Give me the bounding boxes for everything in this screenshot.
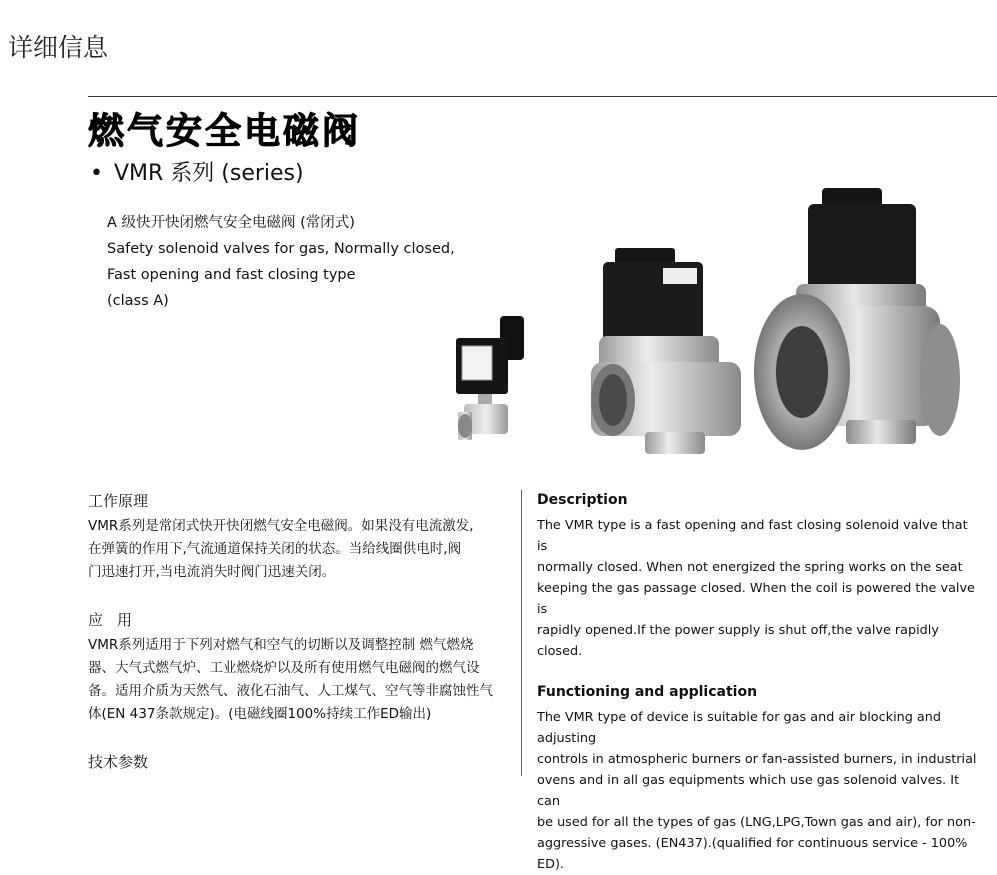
application-line: 备。适用介质为天然气、液化石油气、人工煤气、空气等非腐蚀性气 [88, 683, 493, 699]
small-valve-image [448, 312, 548, 452]
description-line: normally closed. When not energized the spring works on the seat [537, 560, 963, 575]
intro-block [107, 210, 455, 314]
functioning-line: be used for all the types of gas (LNG,LPG,Town gas and air), for non- [537, 815, 976, 830]
bullet: • [90, 161, 103, 186]
large-valve-image [750, 180, 965, 465]
series-line [90, 156, 304, 187]
intro-line: A 级快开快闭燃气安全电磁阀 (常闭式) [107, 215, 355, 231]
functioning-line: controls in atmospheric burners or fan-assisted burners, in industrial [537, 752, 977, 767]
top-divider [88, 96, 997, 97]
intro-line: (class A) [107, 293, 169, 309]
functioning-line: The VMR type of device is suitable for gas and air blocking and adjusting [537, 710, 942, 746]
page-heading: 详细信息 [8, 33, 109, 62]
description-line: keeping the gas passage closed. When the coil is powered the valve is [537, 581, 975, 617]
section-title-application: 应用 [88, 611, 147, 629]
section-title-params: 技术参数 [88, 753, 149, 771]
principle-line: VMR系列是常闭式快开快闭燃气安全电磁阀。如果没有电流激发, [88, 518, 474, 534]
application-line: VMR系列适用于下列对燃气和空气的切断以及调整控制 燃气燃烧 [88, 637, 474, 653]
intro-line: Safety solenoid valves for gas, Normally closed, [107, 241, 455, 257]
medium-valve-image [585, 240, 750, 462]
english-column [537, 490, 977, 875]
principle-line: 门迅速打开,当电流消失时阀门迅速关闭。 [88, 564, 336, 580]
functioning-line: ovens and in all gas equipments which use gas solenoid valves. It can [537, 773, 960, 809]
product-title: 燃气安全电磁阀 [88, 111, 362, 152]
section-title-functioning: Functioning and application [537, 684, 758, 700]
application-line: 器、大气式燃气炉、工业燃烧炉以及所有使用燃气电磁阀的燃气设 [88, 660, 480, 676]
functioning-line: ED). [537, 857, 564, 872]
column-divider [521, 490, 522, 776]
principle-line: 在弹簧的作用下,气流通道保持关闭的状态。当给线圈供电时,阀 [88, 541, 462, 557]
application-line: 体(EN 437条款规定)。(电磁线圈100%持续工作ED输出) [88, 706, 432, 722]
functioning-line: aggressive gases. (EN437).(qualified for continuous service - 100% [537, 836, 968, 851]
description-line: rapidly opened.If the power supply is shut off,the valve rapidly closed. [537, 623, 939, 659]
section-title-description: Description [537, 492, 628, 508]
series-label: VMR 系列 (series) [113, 161, 304, 186]
intro-line: Fast opening and fast closing type [107, 267, 356, 283]
section-title-principle: 工作原理 [88, 492, 149, 510]
chinese-column [88, 490, 518, 776]
description-line: The VMR type is a fast opening and fast closing solenoid valve that is [537, 518, 968, 554]
